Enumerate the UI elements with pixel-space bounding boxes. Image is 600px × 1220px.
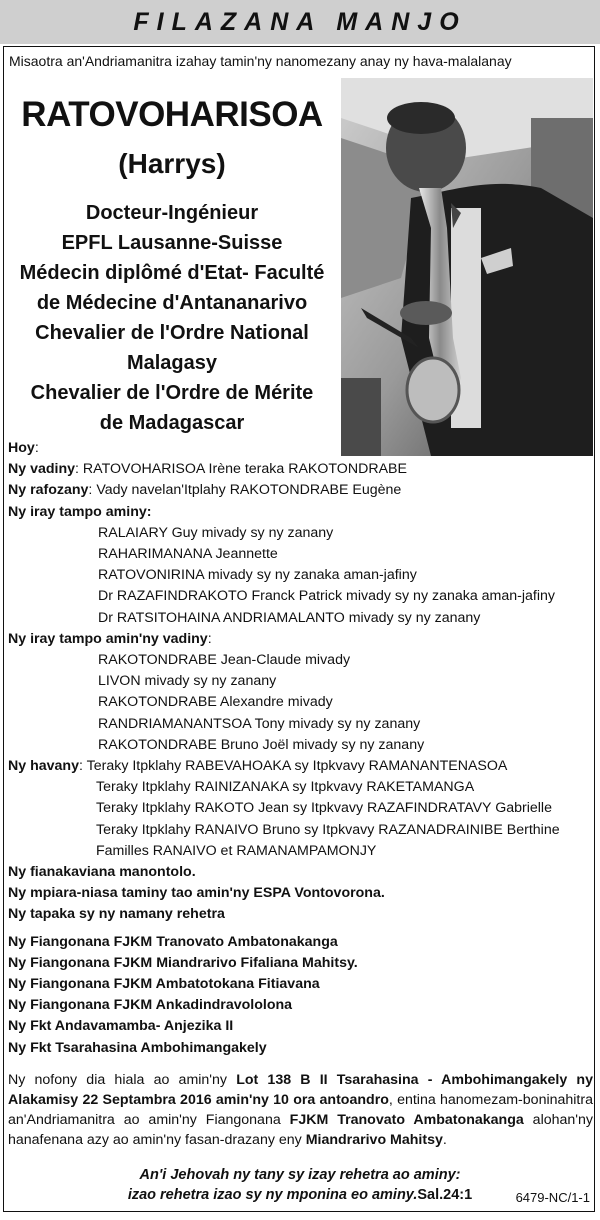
thanks-line: Misaotra an'Andriamanitra izahay tamin'ny nanomezany anay ny hava-malalanay: [9, 53, 512, 69]
hoy-line: Hoy:: [8, 440, 39, 456]
list-item: RAKOTONDRABE Alexandre mivady: [98, 694, 333, 711]
rafozany-line: Ny rafozany: Vady navelan'Itplahy RAKOTONDRABE Eugène: [8, 482, 402, 499]
list-item: Familles RANAIVO et RAMANAMPAMONJY: [96, 842, 377, 859]
havany-label: Ny havany: [8, 758, 79, 775]
vadiny-text: RATOVOHARISOA Irène teraka RAKOTONDRABE: [78, 461, 407, 478]
rafozany-text: Vady navelan'Itplahy RAKOTONDRABE Eugène: [92, 482, 402, 499]
havany-first: Teraky Itpklahy RABEVAHOAKA sy Itpkvavy RAMANANTENASOA: [82, 758, 508, 775]
list-item: Dr RATSITOHAINA ANDRIAMALANTO mivady sy ny zanany: [98, 609, 481, 626]
announcement-text: alohan'ny hanafenana azy ao amin'ny fasan-drazany eny: [8, 1112, 593, 1148]
list-item: RAKOTONDRABE Bruno Joël mivady sy ny zanany: [98, 736, 425, 753]
title-line: Chevalier de l'Ordre de Mérite: [30, 382, 314, 404]
bold-line: Ny tapaka sy ny namany rehetra: [8, 906, 225, 923]
funeral-announcement: [8, 1070, 593, 1150]
church-line: Ny Fiangonana FJKM Miandrarivo Fifaliana Mahitsy.: [8, 954, 358, 971]
announcement-text: , entina hanomezam-boninahitra an'Andriamanitra ao amin'ny Fiangonana: [8, 1092, 593, 1128]
notice-reference: 6479-NC/1-1: [515, 1190, 590, 1205]
iray-tampo-vadiny-label: Ny iray tampo amin'ny vadiny: [8, 630, 208, 647]
list-item: Dr RAZAFINDRAKOTO Franck Patrick mivady sy ny zanaka aman-jafiny: [98, 588, 556, 605]
iray-tampo-vadiny-heading: Ny iray tampo amin'ny vadiny:: [8, 630, 212, 647]
notice-header: [0, 0, 600, 44]
list-item: LIVON mivady sy ny zanany: [98, 673, 277, 690]
list-item: RATOVONIRINA mivady sy ny zanaka aman-jafiny: [98, 567, 417, 584]
announcement-burial-place: Miandrarivo Mahitsy: [305, 1132, 443, 1148]
rafozany-label: Ny rafozany: [8, 482, 89, 499]
title-line: Malagasy: [126, 352, 218, 374]
list-item: RANDRIAMANANTSOA Tony mivady sy ny zanany: [98, 715, 421, 732]
deceased-surname: RATOVOHARISOA: [21, 95, 323, 134]
list-item: RAHARIMANANA Jeannette: [98, 546, 278, 563]
portrait-photo: [341, 78, 593, 456]
quote-line-2: [110, 1185, 490, 1205]
iray-tampo-heading: Ny iray tampo aminy:: [8, 503, 152, 520]
deceased-nickname: (Harrys): [118, 148, 226, 179]
quote-line: An'i Jehovah ny tany sy izay rehetra ao aminy:: [139, 1167, 461, 1183]
church-line: Ny Fkt Andavamamba- Anjezika II: [8, 1018, 234, 1035]
announcement-text: Ny nofony dia hiala ao amin'ny: [8, 1072, 237, 1088]
havany-line: Ny havany: Teraky Itpklahy RABEVAHOAKA sy Itpkvavy RAMANANTENASOA: [8, 758, 508, 775]
list-item: RAKOTONDRABE Jean-Claude mivady: [98, 652, 351, 669]
list-item: Teraky Itpklahy RAKOTO Jean sy Itpkvavy RAZAFINDRATAVY Gabrielle: [96, 800, 552, 817]
hoy-label: Hoy: [8, 440, 35, 456]
title-line: Docteur-Ingénieur: [85, 202, 259, 224]
church-line: Ny Fkt Tsarahasina Ambohimangakely: [8, 1039, 267, 1056]
quote-text: izao rehetra izao sy ny mponina eo aminy.: [127, 1187, 418, 1203]
bold-line: Ny fianakaviana manontolo.: [8, 864, 196, 881]
list-item: Teraky Itpklahy RANAIVO Bruno sy Itpkvavy RAZANADRAINIBE Berthine: [96, 821, 560, 838]
title-line: de Médecine d'Antananarivo: [36, 292, 308, 314]
saxophone-player-photo: [341, 78, 593, 456]
church-line: Ny Fiangonana FJKM Tranovato Ambatonakanga: [8, 933, 338, 950]
announcement-text: .: [442, 1132, 447, 1148]
list-item: RALAIARY Guy mivady sy ny zanany: [98, 524, 334, 541]
vadiny-label: Ny vadiny: [8, 461, 76, 478]
family-list: [8, 438, 593, 1059]
iray-tampo-label: Ny iray tampo aminy: [8, 503, 147, 520]
title-line: de Madagascar: [99, 412, 245, 434]
vadiny-line: Ny vadiny: RATOVOHARISOA Irène teraka RAKOTONDRABE: [8, 461, 407, 478]
header-title: FILAZANA MANJO: [133, 7, 467, 36]
title-line: Médecin diplômé d'Etat- Faculté: [19, 262, 325, 284]
title-line: Chevalier de l'Ordre National: [35, 322, 309, 344]
church-line: Ny Fiangonana FJKM Ankadindravololona: [8, 997, 293, 1014]
quote-reference: Sal.24:1: [417, 1187, 473, 1203]
title-line: EPFL Lausanne-Suisse: [61, 232, 283, 254]
announcement-location-date: Lot 138 B II Tsarahasina - Ambohimangakely ny Alakamisy 22 Septambra 2016 amin'ny 10 ora antoandro: [8, 1072, 593, 1108]
list-item: Teraky Itpklahy RAINIZANAKA sy Itpkvavy RAKETAMANGA: [96, 779, 475, 796]
bold-line: Ny mpiara-niasa taminy tao amin'ny ESPA Vontovorona.: [8, 885, 385, 902]
announcement-church: FJKM Tranovato Ambatonakanga: [289, 1112, 524, 1128]
bible-quote: [110, 1165, 490, 1205]
deceased-titles: [6, 198, 338, 438]
church-line: Ny Fiangonana FJKM Ambatotokana Fitiavana: [8, 976, 320, 993]
